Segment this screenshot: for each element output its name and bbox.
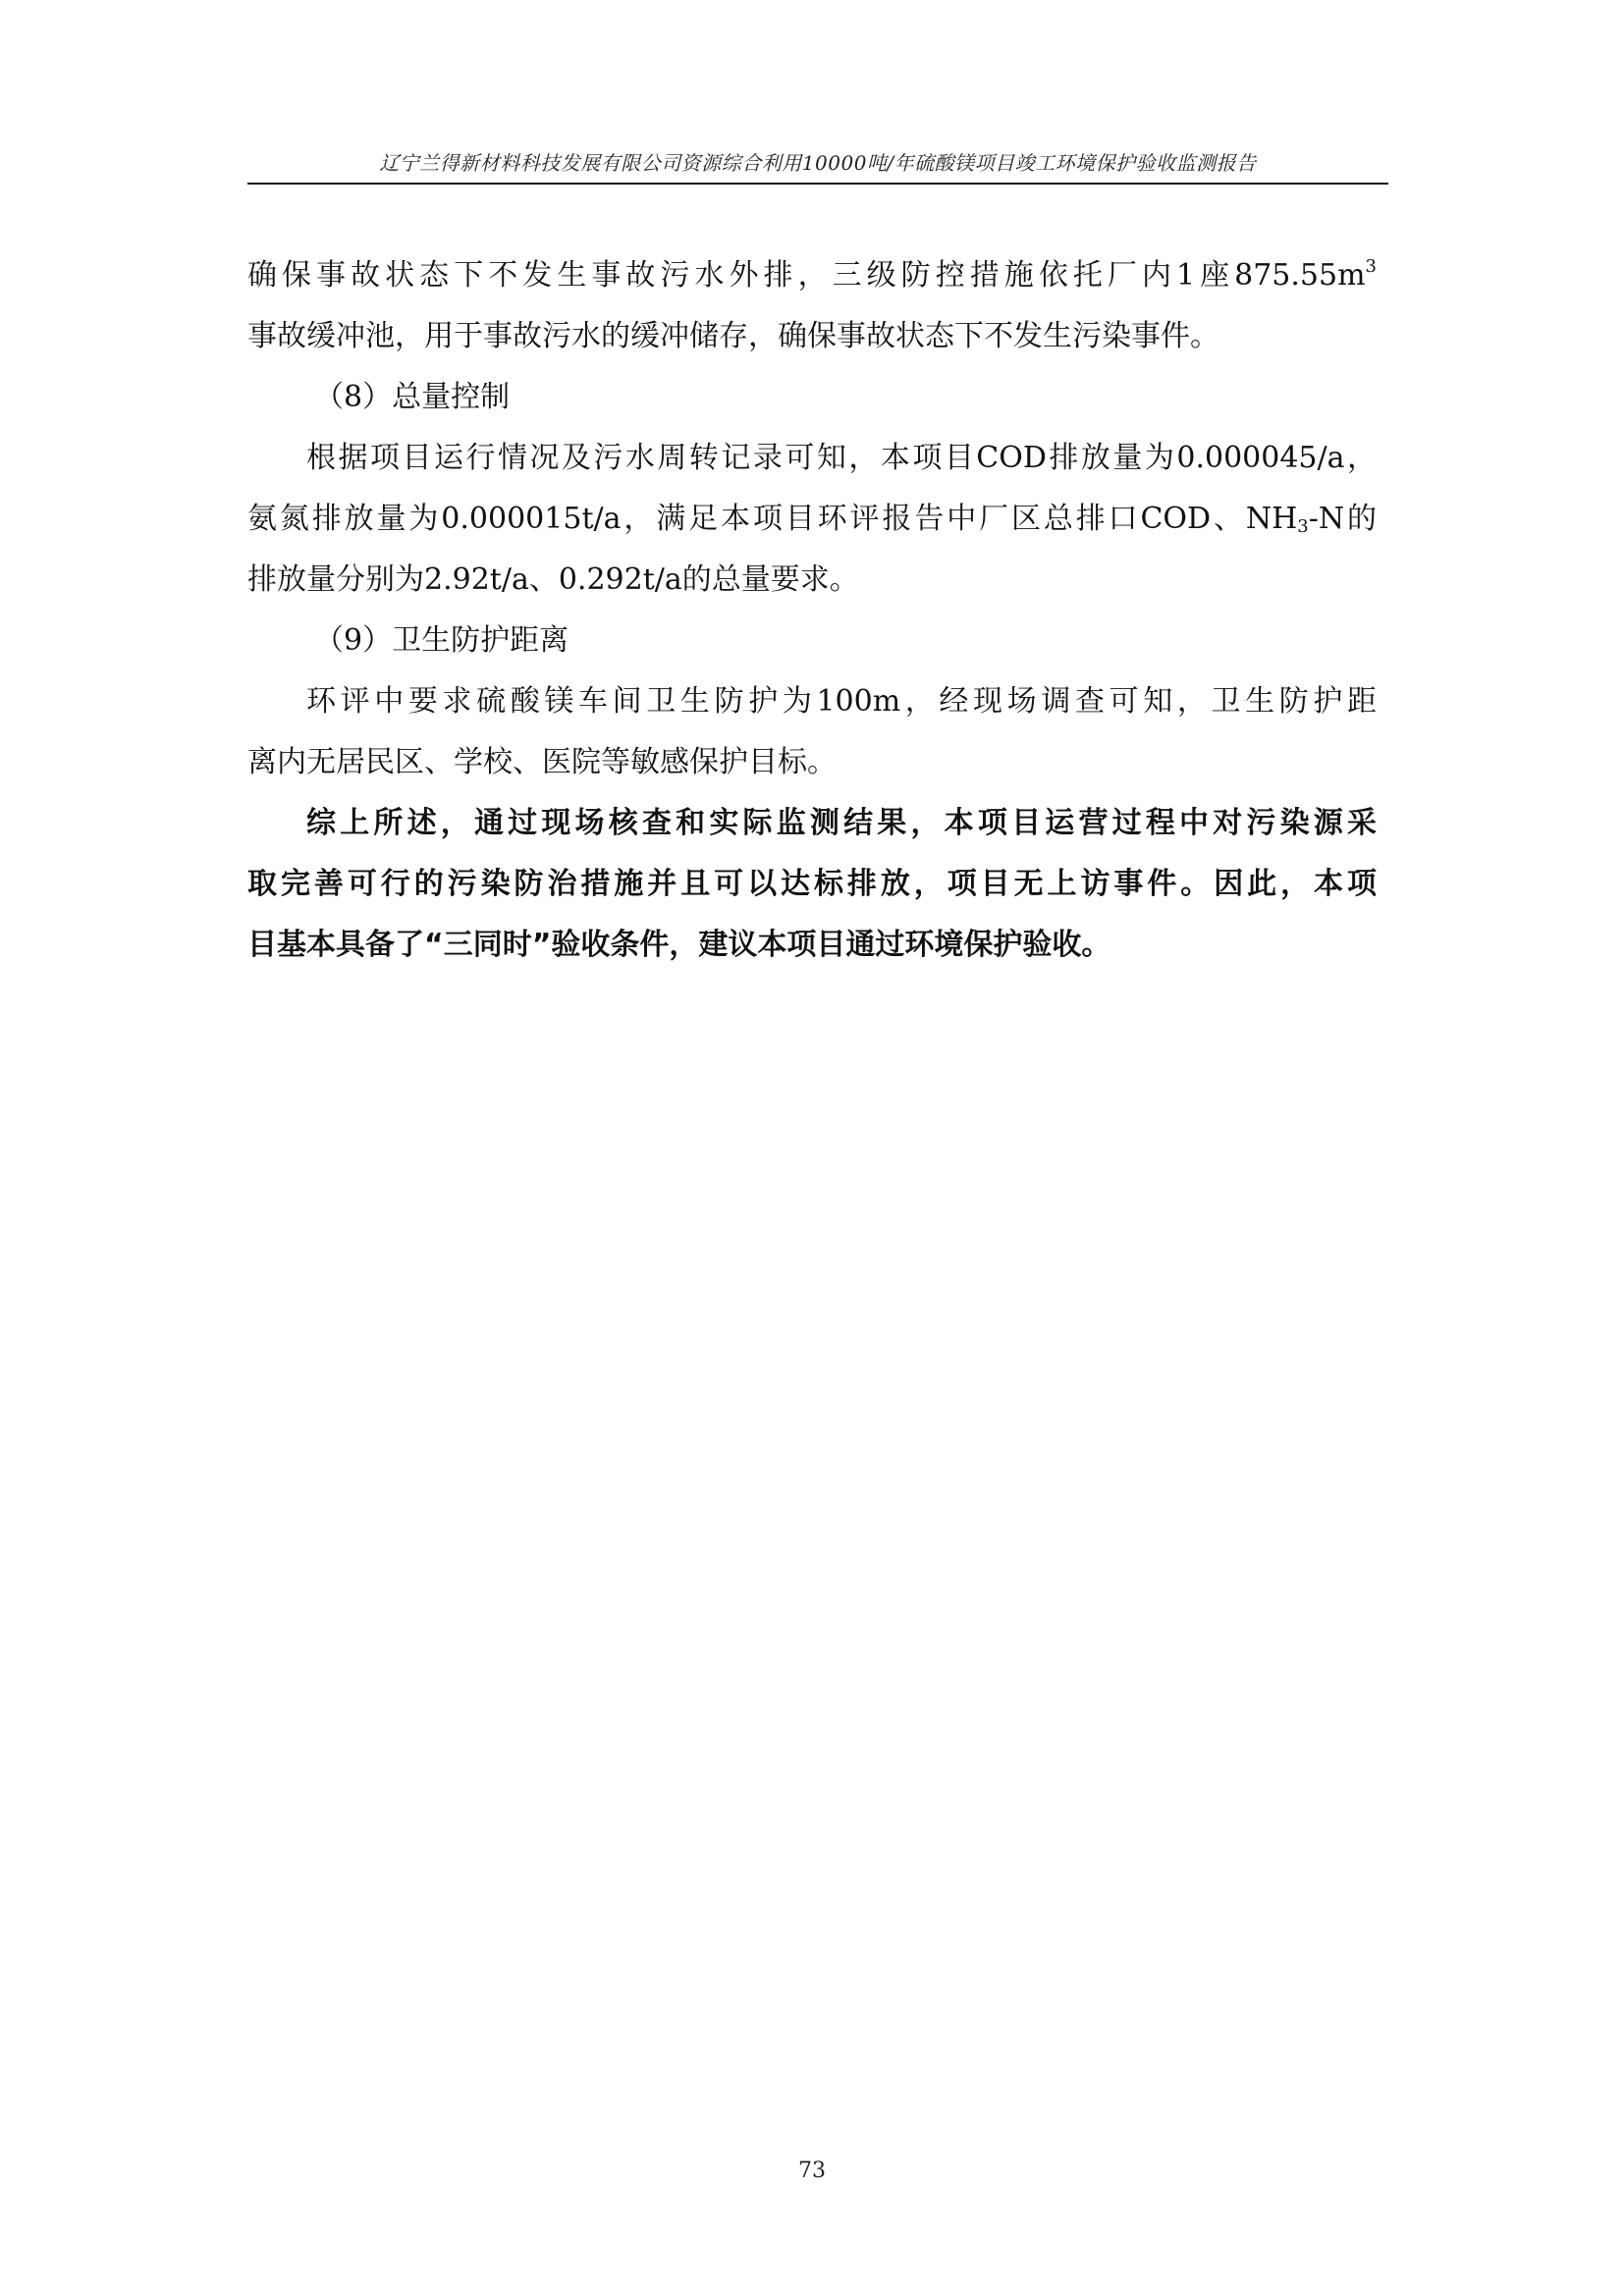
- text-run: -N的: [1308, 502, 1377, 536]
- header-divider: [247, 183, 1388, 185]
- text-run: 确保事故状态下不发生事故污水外排，三级防控措施依托厂内1座875.55m: [247, 258, 1366, 293]
- page-header-title: 辽宁兰得新材料科技发展有限公司资源综合利用10000吨/年硫酸镁项目竣工环境保护验收监测报告: [379, 151, 1257, 175]
- paragraph-line: 环评中要求硫酸镁车间卫生防护为100m，经现场调查可知，卫生防护距: [306, 684, 1377, 719]
- conclusion-line: 取完善可行的污染防治措施并且可以达标排放，项目无上访事件。因此，本项: [247, 867, 1377, 901]
- conclusion-line: 目基本具备了“三同时”验收条件，建议本项目通过环境保护验收。: [247, 928, 1111, 962]
- section-heading-8: （8）总量控制: [314, 380, 511, 414]
- subscript: 3: [1297, 516, 1309, 537]
- paragraph-line: 离内无居民区、学校、医院等敏感保护目标。: [247, 745, 837, 779]
- paragraph-line: [247, 489, 1377, 550]
- document-body: [247, 245, 1377, 976]
- text-run: 氨氮排放量为0.000015t/a，满足本项目环评报告中厂区总排口COD、NH: [247, 502, 1298, 536]
- superscript: 3: [1365, 256, 1377, 277]
- paragraph-line: 事故缓冲池，用于事故污水的缓冲储存，确保事故状态下不发生污染事件。: [247, 319, 1219, 353]
- conclusion-line: 综上所述，通过现场核查和实际监测结果，本项目运营过程中对污染源采: [306, 806, 1377, 840]
- page-number: 73: [798, 2159, 826, 2183]
- paragraph-line: 排放量分别为2.92t/a、0.292t/a的总量要求。: [247, 562, 859, 597]
- paragraph-line: 根据项目运行情况及污水周转记录可知，本项目COD排放量为0.000045/a，: [306, 441, 1377, 475]
- paragraph-line: [247, 245, 1377, 306]
- section-heading-9: （9）卫生防护距离: [314, 623, 569, 658]
